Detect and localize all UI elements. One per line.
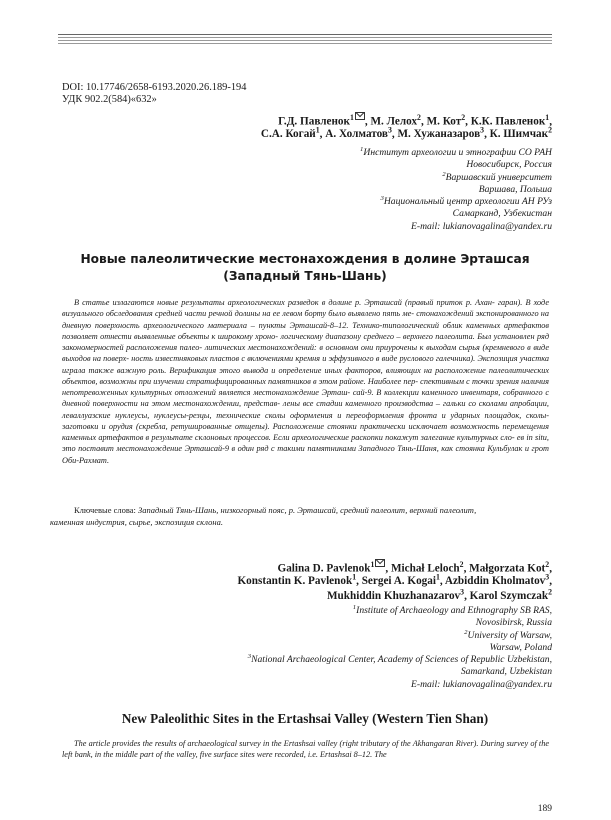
author-name: Karol Szymczak [469,590,549,602]
author-name: Konstantin K. Pavlenok [237,575,353,587]
author-affil-mark: 1 [349,113,354,122]
doi: DOI: 10.17746/2658-6193.2020.26.189-194 [62,82,247,93]
author-affil-mark: 2 [417,113,421,122]
ru-keywords [50,505,549,528]
author-name: Michał Leloch [390,562,460,575]
author-name: Г.Д. Павленок [278,115,350,128]
author-affil-mark: 1 [435,572,440,582]
header-rule [58,34,552,35]
keywords-line1: Западный Тянь-Шань, низкогорный пояс, р. Эрташсай, средний палеолит, верхний палеолит, [138,505,477,515]
author-affil-mark: 3 [460,587,465,597]
en-authors-line3: Mukhiddin Khuzhanazarov$^3$, Karol Szymczak$^2$ [326,587,552,602]
affiliation-line: $^3$National Archaeological Center, Academy of Sciences of Republic Uzbekistan, [247,653,552,666]
en-affiliations [248,605,552,691]
affiliation-line: Варшава, Польша [478,183,552,195]
author-affil-mark: 3 [480,125,485,135]
author-name: М. Хужаназаров [397,128,481,140]
author-name: А. Холматов [325,128,388,140]
ru-title-line2: (Западный Тянь-Шань) [223,269,387,283]
affiliation-mark: 1 [352,603,357,611]
ru-affiliations [360,147,552,233]
author-name: Azbiddin Kholmatov [444,575,546,587]
affiliation-mark: 2 [442,170,446,178]
author-affil-mark: 2 [548,587,552,597]
author-affil-mark: 1 [545,113,550,122]
author-name: С.А. Когай [260,128,316,140]
en-authors-line2: Konstantin K. Pavlenok$^1$, Sergei A. Kogai$^1$, Azbiddin Kholmatov$^3$, [237,572,552,587]
email: E-mail: lukianovagalina@yandex.ru [411,678,552,690]
affiliation-line: $^3$Национальный центр археологии АН РУз [380,195,552,208]
author-affil-mark: 2 [545,560,550,569]
author-affil-mark: 3 [387,125,392,135]
author-affil-mark: 2 [548,125,552,135]
author-affil-mark: 2 [461,113,466,122]
author-affil-mark: 1 [315,125,320,135]
author-name: М. Лелох [370,115,418,128]
author-name: М. Кот [426,115,462,128]
ru-abstract: В статье излагаются новые результаты археологических разведок в долине р. Эрташсай (правый приток р. Ахан- гаран). В ходе визуального обследования средней части речной долины на ее левом борту было выявлено пять ме- стонахождений экспонированного на дневную поверхность археологического материала – пункты Эрташсай-8–12. Технико-типологический облик каменных артефактов позволяет отнести выявленные объекты к широкому хроно- логическому диапазону среднего – верхнего палеолита. Был установлен ряд закономерностей расположения палео- литических местонахождений: в основном они приурочены к выходам сырья (кремневого в виде выходов на поверх- ность известняковых пластов с включениями кремня и эффузивного в виде руслового галечника). Экспозиция участка играла также важную роль. Верификация этого вывода и определение иных факторов, влияющих на расположение палеолитических объектов, возможны при изучении стратифицированных памятников в этом районе. Наиболее пер- спективным с точки зрения наличия непотревоженных культурных отложений является местонахождение Эрташ- сай-9. В коллекции каменного инвентаря, собранного с дневной поверхности на этом местонахождении, представ- лены все стадии каменного производства – гальки со сколами апробации, леваллуазские нуклеусы, нуклеусы-резцы, технические сколы оформления и переоформления фронта и ударных площадок, сколы-заготовки и орудия (скребла, ретушированные отщепы). Расположение стоянки практически исключает возможность перемещения каменных артефактов в результате склоновых процессов. Если археологические раскопки покажут залегание культурных сло- ев in situ, это поставит местонахождение Эрташсай-9 в один ряд с такими памятниками Западного Тянь-Шаня, как стоянка Кульбулак и грот Оби-Рахмат. [62,298,549,465]
affiliation-line: Novosibirsk, Russia [475,617,552,629]
author-name: К.К. Павленок [470,115,546,128]
affiliation-line: Samarkand, Uzbekistan [460,666,552,678]
author-name: Mukhiddin Khuzhanazarov [326,590,461,602]
email: E-mail: lukianovagalina@yandex.ru [411,220,552,232]
affiliation-line: $^2$Варшавский университет [442,170,552,183]
en-title: New Paleolithic Sites in the Ertashsai Valley (Western Tien Shan) [121,711,489,726]
keywords-label: Ключевые слова: [74,505,139,515]
author-affil-mark: 2 [459,560,464,569]
ru-title-line1: Новые палеолитические местонахождения в долине Эрташсая [80,252,530,266]
affiliation-line: Warsaw, Poland [489,641,552,653]
affiliation-mark: 3 [247,653,252,660]
author-affil-mark: 1 [370,560,375,569]
affiliation-line: $^1$Institute of Archaeology and Ethnography SB RAS, [352,603,552,616]
author-name: Sergei A. Kogai [361,575,436,587]
author-affil-mark: 3 [545,572,550,582]
affiliation-line: $^2$University of Warsaw, [464,628,552,641]
affiliation-mark: 2 [464,628,468,636]
author-name: Małgorzata Kot [469,562,546,575]
affiliation-line: Самарканд, Узбекистан [452,208,552,220]
affiliation-mark: 3 [380,195,384,202]
page-number: 189 [537,804,552,814]
en-abstract: The article provides the results of archaeological survey in the Ertashsai valley (right tributary of the Akhangaran River). During survey of the left bank, in the middle part of the valley, five surface sites were recorded, i.e. Ertashsai 8–12. The [62,739,549,760]
author-name: Galina D. Pavlenok [277,562,371,575]
affiliation-mark: 1 [360,145,364,153]
ru-authors-line2: С.А. Когай$^1$, А. Холматов$^3$, М. Хужаназаров$^3$, К. Шимчак$^2$ [260,125,552,140]
affiliation-line: Новосибирск, Россия [466,159,552,171]
header-hatch-band [58,36,552,44]
ru-authors-line1: Г.Д. Павленок$^1$ , М. Лелох$^2$, М. Кот$^2$, К.К. Павленок$^1$, [278,113,552,128]
author-affil-mark: 1 [352,572,357,582]
envelope-icon [355,112,365,120]
udk: УДК 902.2(584)«632» [62,94,157,105]
envelope-icon [375,559,385,567]
author-name: К. Шимчак [489,128,549,140]
en-authors-line1: Galina D. Pavlenok$^1$ , Michał Leloch$^2$, Małgorzata Kot$^2$, [277,560,552,575]
affiliation-line: $^1$Институт археологии и этнографии СО РАН [360,145,552,158]
keywords-line2: каменная индустрия, сырье, экспозиция склона. [50,516,223,527]
